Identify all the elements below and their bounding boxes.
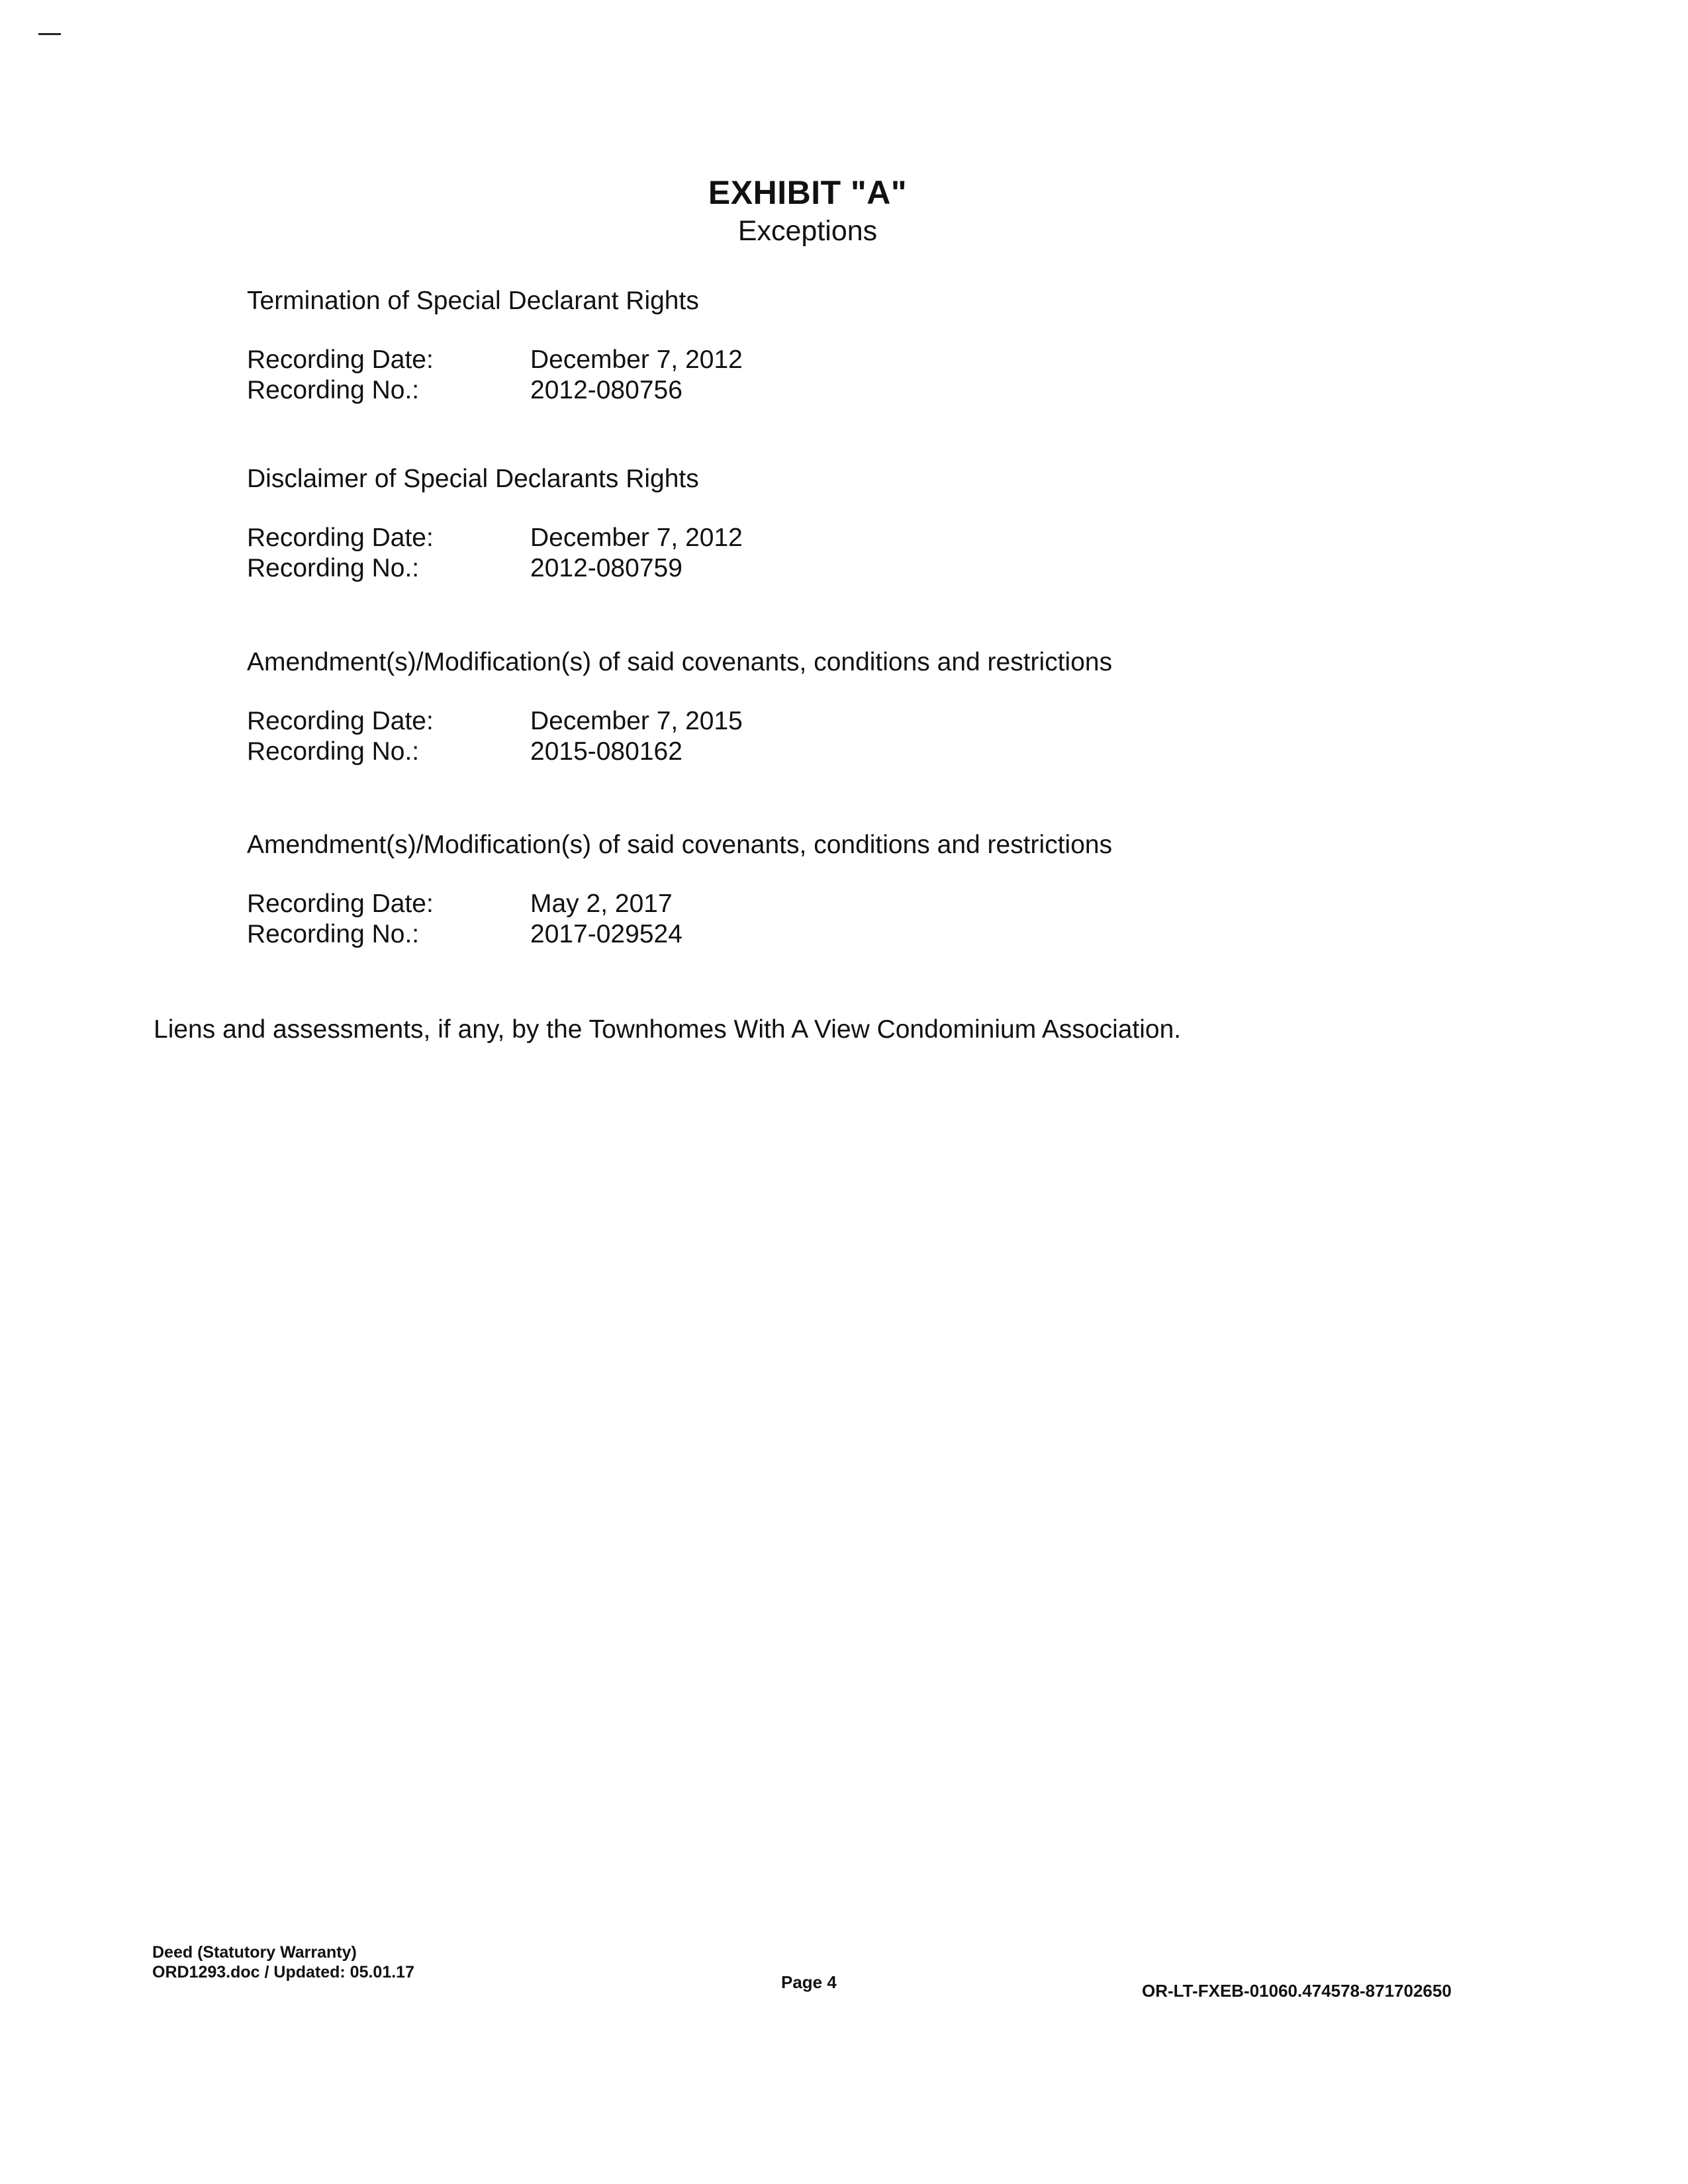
exception-item <box>247 463 1438 584</box>
recording-no-label: Recording No.: <box>247 737 420 766</box>
recording-no-label: Recording No.: <box>247 554 420 582</box>
footer-doc-file: ORD1293.doc / Updated: 05.01.17 <box>152 1963 414 1981</box>
footer-reference-number: OR-LT-FXEB-01060.474578-871702650 <box>1142 1981 1452 2001</box>
recording-date-label: Recording Date: <box>247 707 434 735</box>
recording-date-label: Recording Date: <box>247 523 434 552</box>
recording-no-row <box>247 919 1438 950</box>
exception-item <box>247 829 1438 950</box>
exception-title: Disclaimer of Special Declarants Rights <box>247 465 699 493</box>
recording-date-value: December 7, 2012 <box>530 523 743 552</box>
recording-details <box>247 523 1438 584</box>
recording-details <box>247 345 1438 406</box>
corner-mark <box>38 33 61 35</box>
recording-date-label: Recording Date: <box>247 889 434 918</box>
recording-no-value: 2012-080759 <box>530 554 682 582</box>
recording-no-row <box>247 375 1438 406</box>
exception-item <box>247 647 1438 767</box>
recording-date-label: Recording Date: <box>247 345 434 374</box>
recording-no-label: Recording No.: <box>247 920 420 948</box>
liens-paragraph: Liens and assessments, if any, by the Townhomes With A View Condominium Association. <box>154 1015 1182 1044</box>
recording-date-value: December 7, 2012 <box>530 345 743 374</box>
recording-date-value: May 2, 2017 <box>530 889 673 918</box>
exception-item <box>247 285 1438 406</box>
recording-date-row <box>247 706 1438 737</box>
recording-date-row <box>247 889 1438 919</box>
recording-no-value: 2012-080756 <box>530 376 682 404</box>
recording-no-value: 2015-080162 <box>530 737 682 766</box>
footer-page-number: Page 4 <box>781 1972 837 1992</box>
recording-no-row <box>247 737 1438 767</box>
exhibit-title: EXHIBIT "A" <box>708 174 908 211</box>
recording-details <box>247 706 1438 767</box>
footer-doc-info <box>152 1942 414 1982</box>
recording-date-row <box>247 345 1438 375</box>
exception-title: Amendment(s)/Modification(s) of said covenants, conditions and restrictions <box>247 648 1113 676</box>
recording-no-label: Recording No.: <box>247 376 420 404</box>
exhibit-subtitle: Exceptions <box>737 215 878 247</box>
recording-details <box>247 889 1438 950</box>
exception-title: Amendment(s)/Modification(s) of said covenants, conditions and restrictions <box>247 831 1113 859</box>
exception-title: Termination of Special Declarant Rights <box>247 287 699 315</box>
footer-doc-type: Deed (Statutory Warranty) <box>152 1943 357 1962</box>
recording-no-value: 2017-029524 <box>530 920 682 948</box>
recording-no-row <box>247 553 1438 584</box>
recording-date-row <box>247 523 1438 553</box>
recording-date-value: December 7, 2015 <box>530 707 743 735</box>
